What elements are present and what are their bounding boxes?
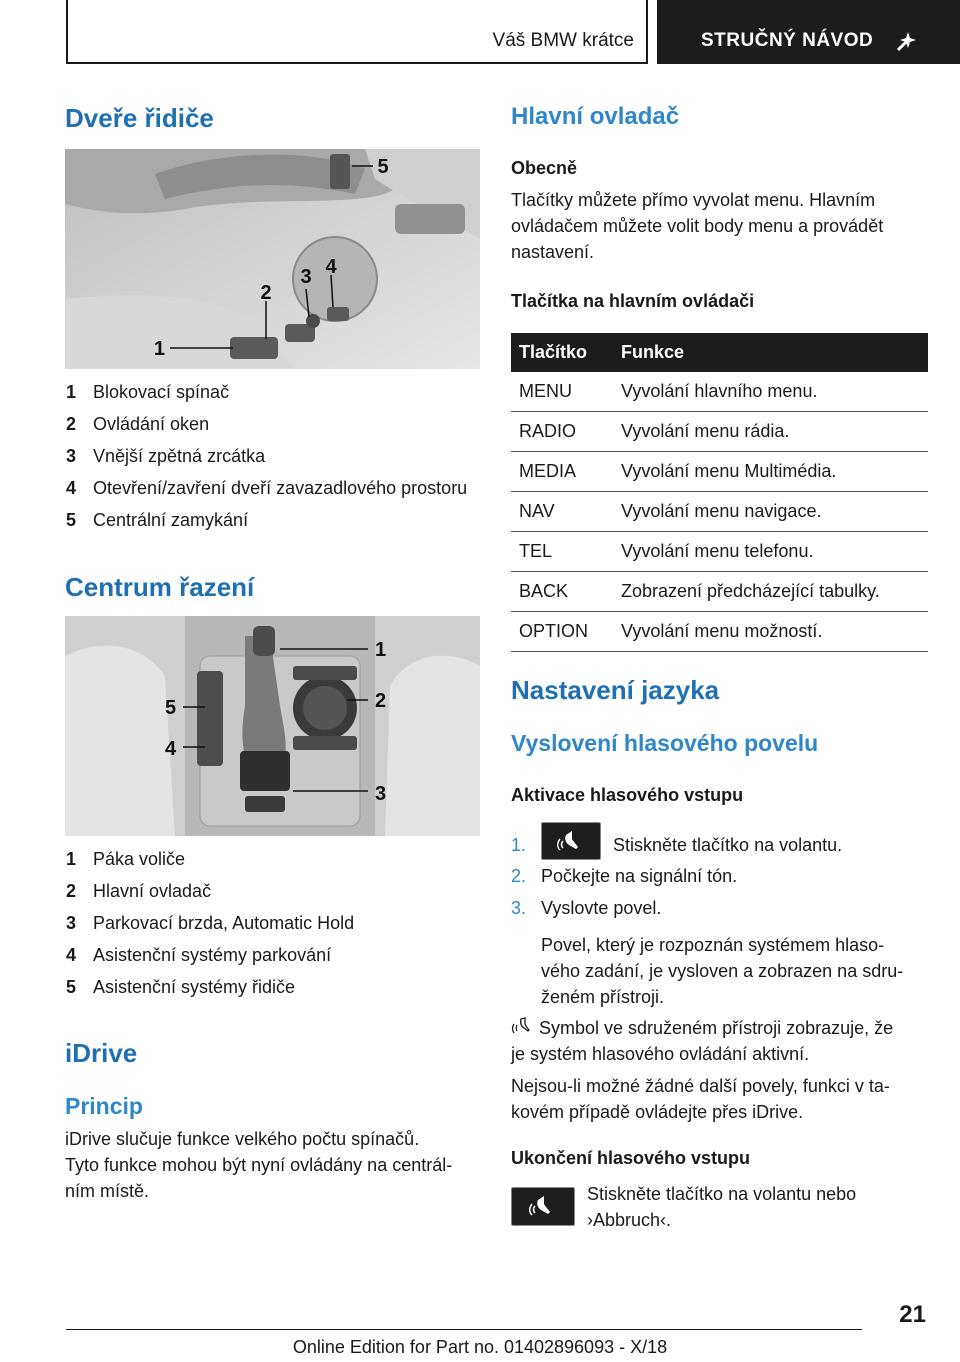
end-text-line: Stiskněte tlačítko na volantu nebo <box>587 1184 857 1204</box>
general-text-line: ovládačem můžete volit body menu a provádět <box>511 216 884 236</box>
door-callout: 3 <box>300 266 312 288</box>
door-callout: 2 <box>260 282 272 304</box>
door-legend <box>66 382 486 542</box>
general-text-line: Tlačítky můžete přímo vyvolat menu. Hlavním <box>511 190 876 210</box>
table-cell: Vyvolání menu rádia. <box>613 412 928 452</box>
table-cell: OPTION <box>511 612 613 652</box>
item-text: Centrální zamykání <box>93 510 249 530</box>
nomore-text-line: Nejsou-li možné žádné další povely, funkci v ta- <box>511 1076 890 1096</box>
item-number: 3 <box>66 446 77 466</box>
voice-button-icon <box>541 822 601 860</box>
step-number: 2. <box>511 865 527 886</box>
table-cell: Vyvolání menu telefonu. <box>613 532 928 572</box>
table-cell: Vyvolání menu Multimédia. <box>613 452 928 492</box>
item-number: 5 <box>66 977 77 997</box>
door-callout: 1 <box>153 338 165 360</box>
item-text: Asistenční systémy parkování <box>93 945 332 965</box>
symbol-text-line: Symbol ve sdruženém přístroji zobrazuje, že <box>539 1018 894 1038</box>
principle-text-line: ním místě. <box>65 1181 150 1201</box>
table-row <box>511 532 928 572</box>
console-callout: 5 <box>165 697 177 719</box>
item-number: 4 <box>66 945 77 965</box>
column-header: Funkce <box>613 333 928 372</box>
table-row <box>511 372 928 412</box>
item-text: Otevření/zavření dveří zavazadlového prostoru <box>93 478 468 498</box>
list-item <box>66 478 486 510</box>
table-cell: Vyvolání hlavního menu. <box>613 372 928 412</box>
driver-door-photo <box>65 149 480 369</box>
door-section-title: Dveře řidiče <box>65 103 214 133</box>
list-item <box>66 510 486 542</box>
item-text: Páka voliče <box>93 849 186 869</box>
list-item <box>66 913 486 945</box>
voice-command-title: Vyslovení hlasového povelu <box>511 730 819 756</box>
step3-detail-line: Povel, který je rozpoznán systémem hlaso- <box>541 935 885 955</box>
console-legend <box>66 849 486 1009</box>
idrive-section-title: iDrive <box>65 1038 138 1068</box>
controller-section-title: Hlavní ovladač <box>511 103 680 130</box>
page-number: 21 <box>899 1301 926 1328</box>
item-number: 5 <box>66 510 77 530</box>
list-item <box>66 849 486 881</box>
table-cell: MENU <box>511 372 613 412</box>
table-cell: Vyvolání menu možností. <box>613 612 928 652</box>
end-text-line: ›Abbruch‹. <box>587 1210 672 1230</box>
item-number: 1 <box>66 849 77 869</box>
item-text: Hlavní ovladač <box>93 881 212 901</box>
principle-title: Princip <box>65 1093 143 1119</box>
console-section-title: Centrum řazení <box>65 572 255 602</box>
list-item <box>66 945 486 977</box>
general-title: Obecně <box>511 158 578 178</box>
step-number: 3. <box>511 897 527 918</box>
principle-text-line: Tyto funkce mohou být nyní ovládány na centrál- <box>65 1155 453 1175</box>
console-callout: 4 <box>165 738 177 760</box>
end-input-title: Ukončení hlasového vstupu <box>511 1148 751 1168</box>
table-cell: TEL <box>511 532 613 572</box>
lightning-star-icon <box>896 30 918 52</box>
table-cell: MEDIA <box>511 452 613 492</box>
door-callout: 4 <box>325 256 337 278</box>
table-cell: Vyvolání menu navigace. <box>613 492 928 532</box>
item-number: 2 <box>66 881 77 901</box>
table-row <box>511 492 928 532</box>
step3-detail-line: ženém přístroji. <box>541 987 665 1007</box>
activation-steps <box>511 818 842 924</box>
general-text-line: nastavení. <box>511 242 595 262</box>
item-text: Asistenční systémy řidiče <box>93 977 296 997</box>
step3-detail-line: vého zadání, je vysloven a zobrazen na sdru- <box>541 961 904 981</box>
list-item <box>511 818 842 860</box>
voice-symbol-icon <box>510 1016 532 1036</box>
table-row <box>511 572 928 612</box>
item-text: Parkovací brzda, Automatic Hold <box>93 913 355 933</box>
header-chapter-label: STRUČNÝ NÁVOD <box>701 30 874 51</box>
item-text: Ovládání oken <box>93 414 210 434</box>
item-number: 2 <box>66 414 77 434</box>
console-callout: 3 <box>375 783 387 805</box>
step-number: 1. <box>511 835 527 855</box>
voice-button-icon <box>511 1187 575 1226</box>
list-item <box>66 382 486 414</box>
console-callout: 1 <box>375 639 387 661</box>
buttons-title: Tlačítka na hlavním ovládači <box>511 291 755 311</box>
footer-edition: Online Edition for Part no. 01402896093 - X/18 <box>292 1337 668 1357</box>
list-item <box>66 446 486 478</box>
table-cell: BACK <box>511 572 613 612</box>
activation-title: Aktivace hlasového vstupu <box>511 785 744 805</box>
step-text: Vyslovte povel. <box>541 897 662 918</box>
table-row <box>511 452 928 492</box>
table-row <box>511 412 928 452</box>
table-header-row <box>511 333 928 372</box>
item-number: 4 <box>66 478 77 498</box>
table-cell: RADIO <box>511 412 613 452</box>
door-callout: 5 <box>377 156 389 178</box>
list-item <box>66 977 486 1009</box>
item-number: 1 <box>66 382 77 402</box>
list-item <box>511 892 842 924</box>
header-chapter-tab <box>657 0 960 64</box>
item-number: 3 <box>66 913 77 933</box>
item-text: Blokovací spínač <box>93 382 230 402</box>
center-console-photo <box>65 616 480 836</box>
table-row <box>511 612 928 652</box>
principle-text-line: iDrive slučuje funkce velkého počtu spínačů. <box>65 1129 420 1149</box>
header-section-label: Váš BMW krátce <box>492 30 634 51</box>
table-cell: Zobrazení předcházející tabulky. <box>613 572 928 612</box>
item-text: Vnější zpětná zrcátka <box>93 446 266 466</box>
console-callout: 2 <box>375 690 387 712</box>
table-cell: NAV <box>511 492 613 532</box>
language-section-title: Nastavení jazyka <box>511 675 720 705</box>
step-text: Počkejte na signální tón. <box>541 865 738 886</box>
list-item <box>66 881 486 913</box>
symbol-text-line: je systém hlasového ovládání aktivní. <box>511 1044 810 1064</box>
list-item <box>66 414 486 446</box>
controller-buttons-table <box>511 333 928 652</box>
list-item <box>511 860 842 892</box>
column-header: Tlačítko <box>511 333 613 372</box>
step-text: Stiskněte tlačítko na volantu. <box>613 835 843 855</box>
header-section-tab <box>66 0 648 64</box>
footer-divider <box>66 1329 862 1330</box>
nomore-text-line: kovém případě ovládejte přes iDrive. <box>511 1102 804 1122</box>
